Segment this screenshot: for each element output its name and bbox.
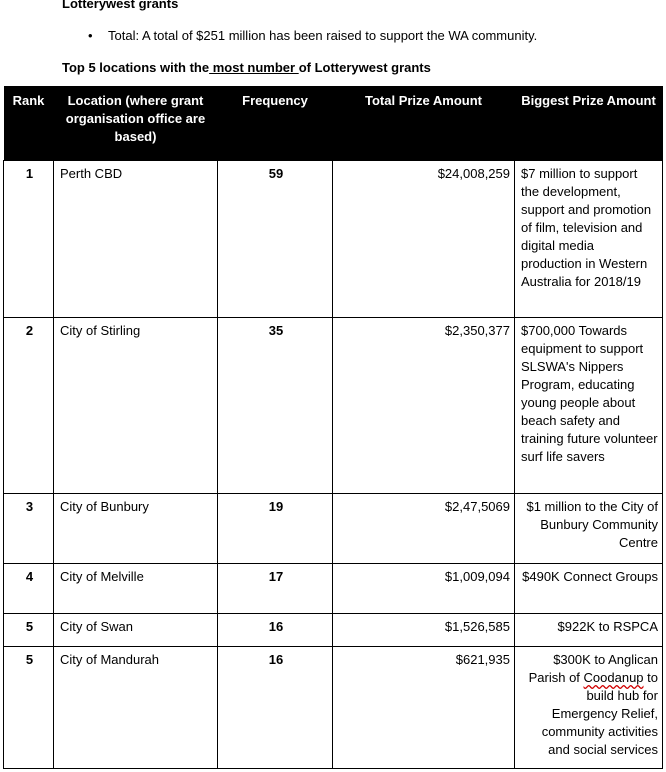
col-header-frequency: Frequency [218, 86, 333, 161]
total-cell: $1,526,585 [333, 614, 515, 647]
frequency-cell: 17 [218, 564, 333, 614]
rank-cell: 5 [4, 614, 54, 647]
spellcheck-word: Coodanup [583, 670, 644, 685]
biggest-cell: $7 million to support the development, support and promotion of film, television and digital media production in Western Australia for 2018/19 [515, 161, 663, 318]
rank-cell: 1 [4, 161, 54, 318]
col-header-biggest: Biggest Prize Amount [515, 86, 663, 161]
col-header-rank: Rank [4, 86, 54, 161]
total-cell: $24,008,259 [333, 161, 515, 318]
bullet-icon: • [88, 28, 93, 43]
location-cell: Perth CBD [54, 161, 218, 318]
biggest-text-part1: $300K to Anglican Parish of [528, 652, 658, 685]
frequency-cell: 16 [218, 614, 333, 647]
rank-cell: 4 [4, 564, 54, 614]
grants-table [3, 86, 663, 769]
biggest-cell: $922K to RSPCA [515, 614, 663, 647]
rank-cell: 2 [4, 318, 54, 494]
table-row [4, 161, 663, 318]
location-cell: City of Swan [54, 614, 218, 647]
table-header-row [4, 86, 663, 161]
top-heading: Lotterywest grants [62, 0, 179, 11]
frequency-cell: 19 [218, 494, 333, 564]
section-title-underlined: most number [209, 60, 299, 75]
table-row [4, 564, 663, 614]
biggest-cell: $1 million to the City of Bunbury Community Centre [515, 494, 663, 564]
biggest-text-part2: to build hub for Emergency Relief, community activities and social services [541, 670, 658, 757]
frequency-cell: 59 [218, 161, 333, 318]
location-cell: City of Bunbury [54, 494, 218, 564]
table-row [4, 614, 663, 647]
col-header-location: Location (where grant organisation office are based) [54, 86, 218, 161]
biggest-cell [515, 647, 663, 769]
total-cell: $2,350,377 [333, 318, 515, 494]
table-row [4, 647, 663, 769]
total-cell: $621,935 [333, 647, 515, 769]
bullet-text: Total: A total of $251 million has been raised to support the WA community. [108, 28, 538, 43]
table-row [4, 318, 663, 494]
section-title-suffix: of Lotterywest grants [298, 60, 431, 75]
section-title [62, 60, 431, 75]
location-cell: City of Mandurah [54, 647, 218, 769]
total-cell: $1,009,094 [333, 564, 515, 614]
table-row [4, 494, 663, 564]
rank-cell: 3 [4, 494, 54, 564]
biggest-cell: $490K Connect Groups [515, 564, 663, 614]
total-cell: $2,47,5069 [333, 494, 515, 564]
rank-cell: 5 [4, 647, 54, 769]
section-title-prefix: Top 5 locations with the [62, 60, 210, 75]
location-cell: City of Stirling [54, 318, 218, 494]
total-bullet [88, 28, 537, 43]
frequency-cell: 16 [218, 647, 333, 769]
biggest-cell: $700,000 Towards equipment to support SLSWA's Nippers Program, educating young people about beach safety and training future volunteer surf life savers [515, 318, 663, 494]
location-cell: City of Melville [54, 564, 218, 614]
frequency-cell: 35 [218, 318, 333, 494]
col-header-total: Total Prize Amount [333, 86, 515, 161]
